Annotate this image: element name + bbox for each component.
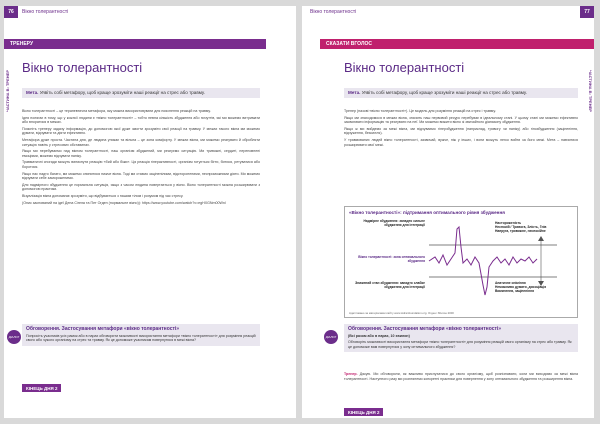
paragraph: У травмованих людей вікно толерантності, зазвичай, вужче, ніж у інших, і вони можуть легко вийти за його межі. Мета – навчитися розширювати свої межі. (344, 138, 578, 147)
window-zone-label: Вікно толерантності: зона оптимального збудження (358, 255, 425, 263)
paragraph: Ідея полягає в тому, що у кожної людини є «вікно толерантності» – тобто певна кількість збудження або почуттів, які ми можемо витримати або впоратися в межах. (22, 115, 260, 125)
dialog-icon: ДІАЛОГ (324, 330, 338, 344)
section-band: СКАЗАТИ ВГОЛОС (320, 39, 594, 49)
discussion-text: Обговоріть можливості використання метафори «вікно толерантності» для розуміння реакцій свого організму на стрес або травму. Як це допоможе вам повернутися у зону оптимального збудження? (348, 340, 572, 349)
body-text (344, 109, 578, 149)
chart-source: Адаптовано за матеріалами сайту www.sidranfoundation.org. Огден і Мінтон 2000 (349, 311, 454, 315)
running-title: Вікно толерантності (22, 9, 69, 15)
section-band: ТРЕНЕРУ (4, 39, 266, 49)
side-tab: ЧАСТИНА В: ТРЕНЕР (588, 70, 593, 112)
chart-title: «Вікно толерантності»: підтримання оптимального рівня збудження (349, 210, 505, 215)
hyperarousal-signs (495, 221, 575, 233)
page-number: 76 (4, 6, 18, 18)
discussion-box (22, 324, 260, 346)
discussion-title: Обговорення. Застосування метафори «вікно толерантності» (26, 326, 180, 332)
discussion-text: Попросіть учасників усіх рамок або в парах обговорити можливості використання метафори «вікно толерантності» для розуміння реакцій свого або чужого організму на стрес та травму. Як це допоможе учасникам повернутися в межі вікна? (26, 333, 256, 342)
dialog-icon: ДІАЛОГ (7, 330, 21, 344)
left-page (4, 6, 296, 418)
goal-label: Мета. (26, 90, 39, 95)
end-of-day-tag: КІНЕЦЬ ДНЯ 2 (22, 384, 61, 392)
discussion-subtitle: (Всі разом або в парах, 10 хвилин) (348, 333, 410, 338)
goal-text: Уявіть собі метафору, щоб краще зрозуміти наші реакції на стрес або травму. (361, 90, 528, 95)
paragraph: Якщо ж ми вийдемо за межі вікна, ми відчуваємо гіперзбудження (наприклад, тривогу чи паніку) або гіпозбудження (заціпеніння, відчуження, безсилля). (344, 126, 578, 136)
paragraph: Якщо ми перебуваємо над вікном толерантності, наш організм збуджений, ми реагуємо ситуацію. Ми тривожні, сердиті, переповнені емоціями, можемо відчувати паніку. (22, 149, 260, 158)
sign-item: Вимкнення, заціпеніння (495, 289, 535, 293)
trainer-note-label: Тренер. (344, 372, 358, 376)
paragraph: Якщо ми знаходимося в межах вікна, значить наш нервовий ресурс перебуває в ідеальному стані. У цьому стані ми можемо ефективно засвоювати інформацію та реагувати на неї. Ми можемо вижити вікно зі звичайного діапазону збудження. (344, 115, 578, 125)
sign-item: Неспокій / Тривога, Злість, Гнів (495, 225, 547, 229)
discussion-box (344, 324, 578, 352)
paragraph: Травматичні спогади можуть виникнути реакцію «бий або біжи». Ця реакція гіперактивності, організм готується бігти, битися, ретуватися або боротися. (22, 160, 260, 169)
paragraph: (Опис заснований на ідеї Дена Сігела та Пет Огден (нормальне вікно)): https://www.youtube.com/watch?v=egHXGNm00Wnl (22, 200, 226, 205)
right-page (302, 6, 594, 418)
discussion-title: Обговорення. Застосування метафори «вікно толерантності» (348, 326, 502, 332)
page-title: Вікно толерантності (22, 60, 143, 75)
window-of-tolerance-diagram (344, 206, 578, 318)
paragraph: Для надмірного збудження це нормальна ситуація, якщо з часом людина повертається у вікно. Вікно толерантності можна розширювати з допомогою практики. (22, 182, 260, 192)
trainer-note (344, 372, 578, 381)
trainer-note-text: Дякую. Ми обговорили, як важливо прислухатися до свого організму, щоб розпізнавати, коли ми виходимо за межі вікна толерантності. Наступного разу ми розглянемо конкретні практики для повернення у зону оптимального збудження та розширення вікна. (344, 372, 578, 381)
sign-item: Апатичне оніміння (495, 281, 526, 285)
paragraph: Візуалізація вікна допомагає зрозуміти, що відбувається з нашим тілом і розумом під час стресу. (22, 194, 184, 198)
sign-item: Неможливо думати, дисоціація (495, 285, 547, 289)
running-title: Вікно толерантності (310, 9, 357, 15)
page-title: Вікно толерантності (344, 60, 465, 75)
paragraph: Метафора дуже проста. Частина дня, де людина уникає та вільна – це зона комфорту. У межах вікна, ми можемо реагувати й обробляти ситуацію навіть у стресових обставинах. (22, 138, 260, 147)
body-text (22, 109, 260, 207)
paragraph: Поясніть тренеру задачу інформацію, до допомогою якої дуже змогти зрозуміти свої реакції на травму. У межах такого вікна ми можемо думати, відчувати та діяти ефективно. (22, 126, 260, 136)
paragraph: Якщо нас надто багато, ми можемо опинитися нижче вікна. Тоді ми стаємо заціпенілими, відстороненими, неспроможними діяти. Ми можемо відчувати себе замороженими. (22, 171, 260, 181)
hyperarousal-label: Надмірне збудження: занадто сильне збудження для інтеграції (363, 219, 425, 227)
paragraph: Вікно толерантності – це терапевтична метафора, яку можна використовувати для пояснення реакцій на травму. (22, 109, 211, 113)
goal-label: Мета. (348, 90, 361, 95)
paragraph: Тренер (назові «вікно толерантності»). Це модель для розуміння реакцій на стрес і травму. (344, 109, 496, 113)
end-of-day-tag: КІНЕЦЬ ДНЯ 2 (344, 408, 383, 416)
hypoarousal-label: Знижений стан збудження: занадто слабке збудження для інтеграції (355, 281, 425, 289)
goal-text: Уявіть собі метафору, щоб краще зрозуміти наші реакції на стрес або травму. (39, 90, 206, 95)
hypoarousal-signs (495, 281, 575, 293)
sign-item: Настороженість (495, 221, 522, 225)
sign-item: Напруга, тривожне, неспокійне (495, 229, 546, 233)
goal-box (344, 88, 578, 98)
arrow-up-icon (538, 236, 544, 241)
side-tab: ЧАСТИНА В: ТРЕНЕР (5, 70, 10, 112)
goal-box (22, 88, 260, 98)
page-number: 77 (580, 6, 594, 18)
